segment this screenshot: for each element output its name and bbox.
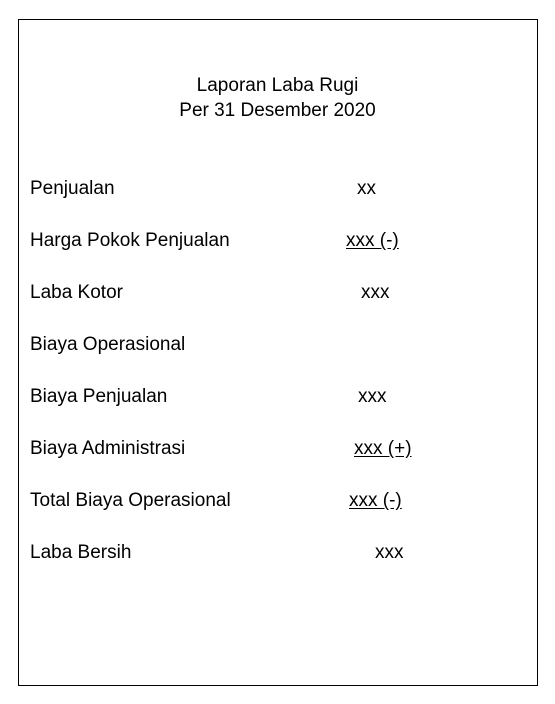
- row-label-penjualan: Penjualan: [30, 178, 115, 199]
- row-value-total-biaya-operasional: xxx (-): [349, 490, 402, 511]
- row-label-laba-bersih: Laba Bersih: [30, 542, 132, 563]
- report-subtitle: Per 31 Desember 2020: [179, 100, 376, 121]
- row-value-hpp: xxx (-): [346, 230, 399, 251]
- row-label-biaya-penjualan: Biaya Penjualan: [30, 386, 168, 407]
- row-value-laba-bersih: xxx: [375, 542, 404, 563]
- row-value-biaya-administrasi: xxx (+): [354, 438, 412, 459]
- row-label-laba-kotor: Laba Kotor: [30, 282, 123, 303]
- row-value-biaya-penjualan: xxx: [358, 386, 387, 407]
- row-value-penjualan: xx: [357, 178, 376, 199]
- row-value-laba-kotor: xxx: [361, 282, 390, 303]
- report-title: Laporan Laba Rugi: [196, 75, 359, 96]
- row-label-hpp: Harga Pokok Penjualan: [30, 230, 230, 251]
- row-label-biaya-administrasi: Biaya Administrasi: [30, 438, 186, 459]
- row-label-total-biaya-operasional: Total Biaya Operasional: [30, 490, 231, 511]
- row-label-biaya-operasional: Biaya Operasional: [30, 334, 186, 355]
